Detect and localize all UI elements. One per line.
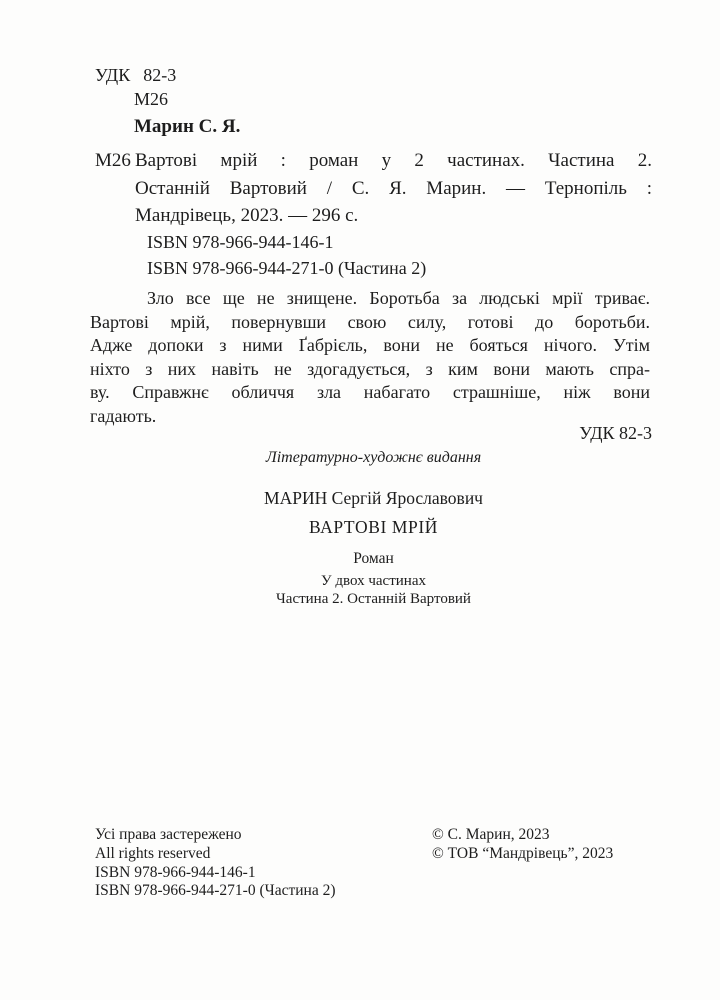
copyright-publisher: © ТОВ “Мандрівець”, 2023 xyxy=(432,844,614,862)
biblio-first-line xyxy=(95,147,652,175)
edition-type: Літературно-художнє видання xyxy=(265,449,482,466)
rights-line-uk: Усі права застережено xyxy=(95,826,242,843)
bibliographic-record xyxy=(95,147,652,230)
udc-label: УДК xyxy=(95,65,131,85)
genre-label: Роман xyxy=(353,550,394,567)
author-sign-code: М26 xyxy=(134,89,169,109)
copyright-author: © С. Марин, 2023 xyxy=(432,826,550,843)
udc-value: 82-3 xyxy=(143,65,177,85)
isbn-line: ISBN 978-966-944-271-0 (Частина 2) xyxy=(147,258,427,278)
isbn-line: ISBN 978-966-944-146-1 xyxy=(147,232,334,252)
part-detail-line: Частина 2. Останній Вартовий xyxy=(276,591,471,607)
isbn-block xyxy=(147,229,426,281)
annotation-line: Адже допоки з ними Ґабрієль, вони не бояться нічого. Утім xyxy=(90,335,650,356)
annotation-line: Вартові мрій, повернувши свою силу, готові до боротьби. xyxy=(90,311,650,332)
annotation-line: ву. Справжнє обличчя зла набагато страшніше, ніж вони xyxy=(90,382,650,403)
biblio-line: Мандрівець, 2023. — 296 с. xyxy=(135,205,359,226)
rights-column xyxy=(95,826,432,901)
annotation-line: ніхто з них навіть не здогадується, з ким вони мають спра- xyxy=(90,358,650,379)
rights-line-en: All rights reserved xyxy=(95,844,211,862)
book-title: ВАРТОВІ МРІЙ xyxy=(308,517,439,537)
biblio-author-code: М26 xyxy=(95,150,131,171)
udc-catalog-block xyxy=(95,63,176,111)
author-heading: Марин С. Я. xyxy=(134,116,241,137)
biblio-line: Останній Вартовий / С. Я. Марин. — Тернопіль : xyxy=(135,177,652,199)
copyright-block xyxy=(95,826,652,901)
edition-author-name: МАРИН Сергій Ярославович xyxy=(264,488,483,508)
annotation-line: гадають. xyxy=(90,405,157,426)
copyright-column xyxy=(432,826,652,901)
parts-line: У двох частинах xyxy=(321,573,426,589)
udc-row xyxy=(95,63,176,87)
annotation-line: Зло все ще не знищене. Боротьба за людські мрії триває. xyxy=(147,288,650,308)
biblio-line: Вартові мрій : роман у 2 частинах. Частина 2. xyxy=(135,150,652,171)
udc-footer: УДК 82-3 xyxy=(579,423,652,443)
annotation xyxy=(90,287,650,429)
isbn-line: ISBN 978-966-944-146-1 xyxy=(95,863,256,881)
isbn-line: ISBN 978-966-944-271-0 (Частина 2) xyxy=(95,882,336,900)
